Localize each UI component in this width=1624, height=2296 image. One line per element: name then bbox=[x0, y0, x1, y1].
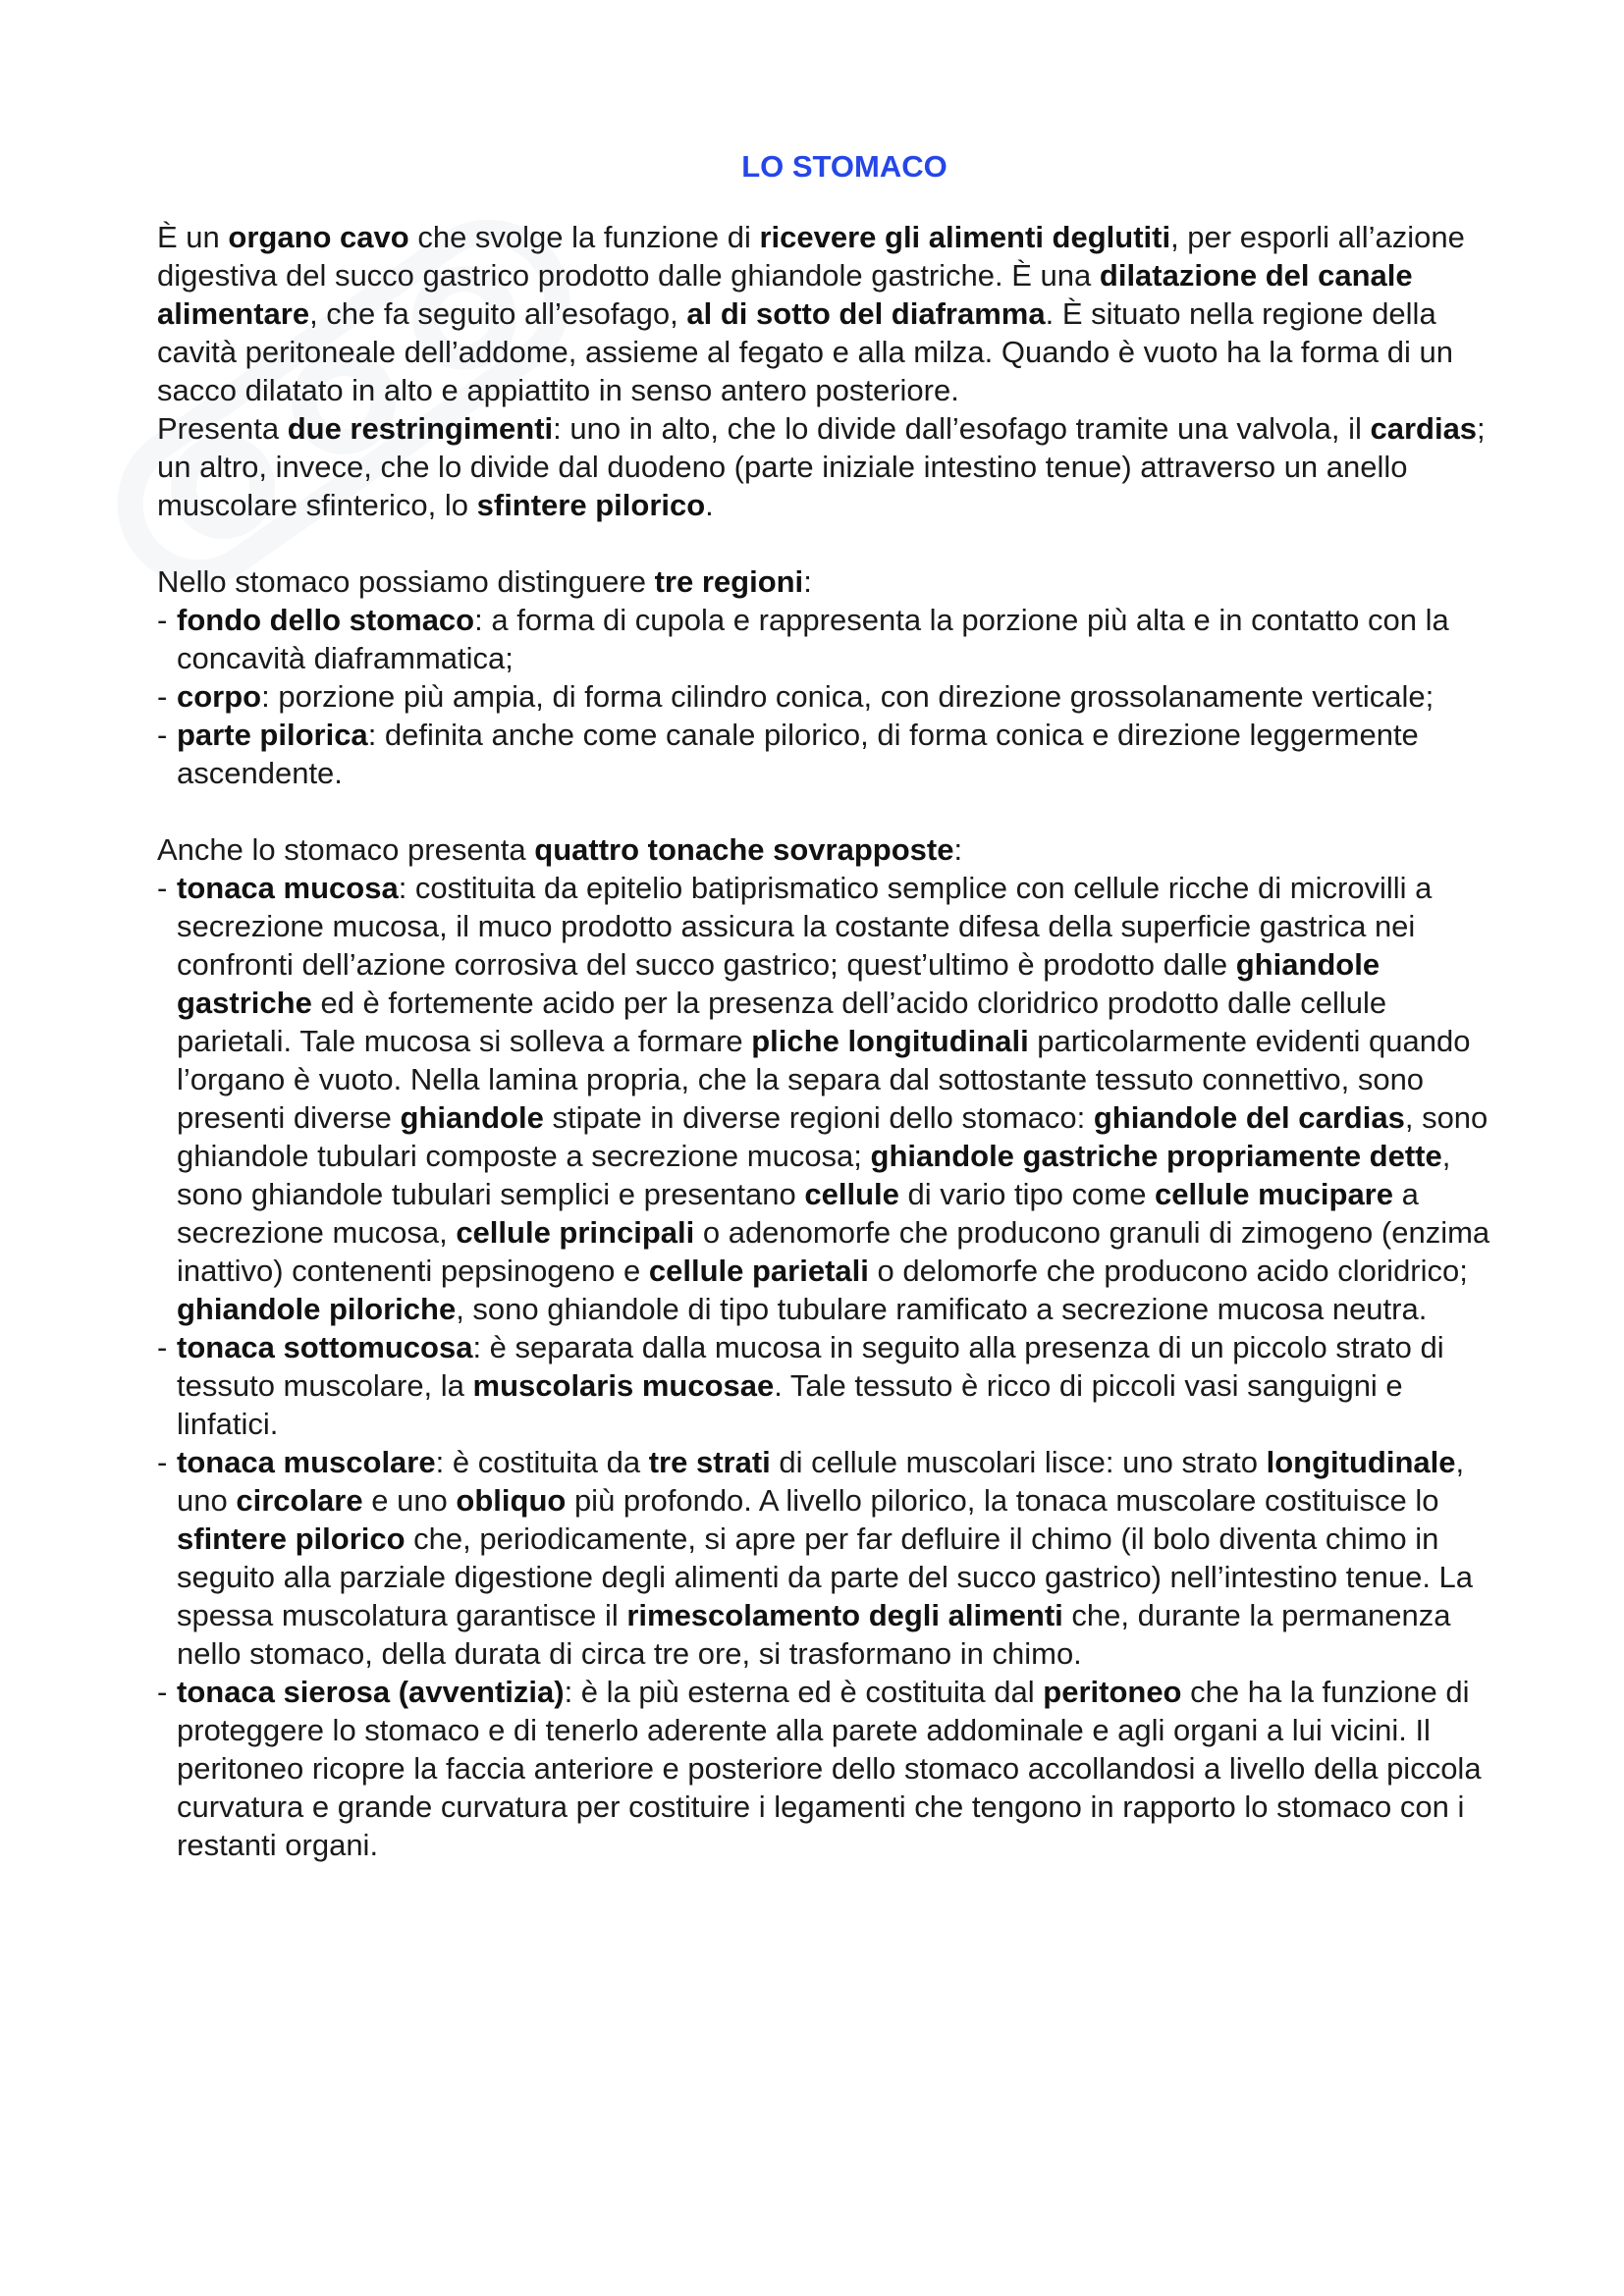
list-item bbox=[157, 677, 1492, 716]
bold-term: ghiandole piloriche bbox=[177, 1292, 457, 1326]
text: stipate in diverse regioni dello stomaco: bbox=[543, 1100, 1094, 1135]
text: È un bbox=[157, 220, 229, 254]
document-body bbox=[157, 147, 1492, 1864]
bold-term: peritoneo bbox=[1043, 1675, 1182, 1709]
bold-term: tonaca muscolare bbox=[177, 1445, 436, 1479]
bold-term: pliche longitudinali bbox=[751, 1024, 1029, 1058]
text: che, periodicamente, si apre per far defluire il chimo (il bolo diventa chimo in seguito alla parziale digestione degli alimenti da parte del succo gastrico) nell’intestino tenue. La spessa muscolatura garantisce il bbox=[177, 1522, 1474, 1632]
spacer bbox=[157, 792, 1492, 830]
bold-term: dilatazione del canale alimentare bbox=[157, 258, 1413, 331]
list-item bbox=[157, 716, 1492, 792]
text: e uno bbox=[362, 1483, 457, 1518]
bold-term: tonaca mucosa bbox=[177, 871, 399, 905]
list-item-mucosa bbox=[157, 869, 1492, 1328]
text: ed è fortemente acido per la presenza dell’acido cloridrico prodotto dalle cellule parietali. Tale mucosa si solleva a formare bbox=[177, 986, 1387, 1058]
bold-term: tonaca sierosa (avventizia) bbox=[177, 1675, 565, 1709]
text: : bbox=[803, 564, 812, 599]
text: : costituita da epitelio batiprismatico semplice con cellule ricche di microvilli a secrezione mucosa, il muco prodotto assicura la costante difesa della superficie gastrica nei confronti dell’azione corrosiva del succo gastrico; quest’ultimo è prodotto dalle bbox=[177, 871, 1433, 982]
bold-term: organo cavo bbox=[228, 220, 409, 254]
text: ; un altro, invece, che lo divide dal duodeno (parte iniziale intestino tenue) attraverso un anello muscolare sfinterico, lo bbox=[157, 411, 1486, 522]
text: o adenomorfe che producono granuli di zimogeno (enzima inattivo) contenenti pepsinogeno e bbox=[177, 1215, 1490, 1288]
list-item-serosa bbox=[157, 1673, 1492, 1864]
list-item bbox=[157, 601, 1492, 677]
text: , sono ghiandole tubulari composte a secrezione mucosa; bbox=[177, 1100, 1489, 1173]
text: : bbox=[953, 832, 963, 867]
bold-term: circolare bbox=[236, 1483, 363, 1518]
bold-term: al di sotto del diaframma bbox=[686, 296, 1046, 331]
text: . bbox=[705, 488, 714, 522]
text: : uno in alto, che lo divide dall’esofago tramite una valvola, il bbox=[553, 411, 1371, 446]
text: di vario tipo come bbox=[898, 1177, 1156, 1211]
list-item-muscular bbox=[157, 1443, 1492, 1673]
bold-term: cardias bbox=[1370, 411, 1478, 446]
text: particolarmente evidenti quando l’organo è vuoto. Nella lamina propria, che la separa dal sottostante tessuto connettivo, sono presenti diverse bbox=[177, 1024, 1471, 1135]
bold-term: rimescolamento degli alimenti bbox=[626, 1598, 1063, 1632]
bold-term: cellule principali bbox=[456, 1215, 695, 1250]
bold-term: corpo bbox=[177, 679, 262, 714]
text: . Tale tessuto è ricco di piccoli vasi sanguigni e linfatici. bbox=[177, 1368, 1403, 1441]
bold-term: due restringimenti bbox=[287, 411, 554, 446]
bold-term: cellule mucipare bbox=[1155, 1177, 1393, 1211]
text: , che fa seguito all’esofago, bbox=[309, 296, 687, 331]
text: , sono ghiandole di tipo tubulare ramificato a secrezione mucosa neutra. bbox=[456, 1292, 1428, 1326]
layers-list bbox=[157, 869, 1492, 1864]
text: più profondo. A livello pilorico, la tonaca muscolare costituisce lo bbox=[566, 1483, 1439, 1518]
bold-term: obliquo bbox=[456, 1483, 567, 1518]
page-title: LO STOMACO bbox=[741, 149, 947, 184]
text: a secrezione mucosa, bbox=[177, 1177, 1419, 1250]
text: o delomorfe che producono acido cloridrico; bbox=[868, 1254, 1468, 1288]
text: Presenta bbox=[157, 411, 288, 446]
bold-term: tre strati bbox=[648, 1445, 771, 1479]
layers-intro bbox=[157, 830, 1492, 869]
text: . È situato nella regione della cavità peritoneale dell’addome, assieme al fegato e alla milza. Quando è vuoto ha la forma di un sacco dilatato in alto e appiattito in senso antero posteriore. bbox=[157, 296, 1454, 407]
text: , per esporli all’azione digestiva del succo gastrico prodotto dalle ghiandole gastriche. È una bbox=[157, 220, 1465, 293]
spacer bbox=[157, 524, 1492, 562]
bold-term: parte pilorica bbox=[177, 718, 368, 752]
bold-term: ghiandole gastriche bbox=[177, 947, 1380, 1020]
text: : è la più esterna ed è costituita dal bbox=[564, 1675, 1044, 1709]
text: , uno bbox=[177, 1445, 1465, 1518]
bold-term: cellule parietali bbox=[648, 1254, 869, 1288]
bold-term: quattro tonache sovrapposte bbox=[534, 832, 954, 867]
bold-term: longitudinale bbox=[1266, 1445, 1456, 1479]
text: : definita anche come canale pilorico, di forma conica e direzione leggermente ascendente. bbox=[177, 718, 1419, 790]
bold-term: fondo dello stomaco bbox=[177, 603, 475, 637]
text: : è costituita da bbox=[435, 1445, 649, 1479]
bold-term: muscolaris mucosae bbox=[472, 1368, 775, 1403]
text: di cellule muscolari lisce: uno strato bbox=[770, 1445, 1267, 1479]
text: , sono ghiandole tubulari semplici e presentano bbox=[177, 1139, 1451, 1211]
bold-term: sfintere pilorico bbox=[177, 1522, 406, 1556]
text: : è separata dalla mucosa in seguito alla presenza di un piccolo strato di tessuto muscolare, la bbox=[177, 1330, 1444, 1403]
bold-term: ricevere gli alimenti deglutiti bbox=[759, 220, 1171, 254]
bold-term: cellule bbox=[804, 1177, 899, 1211]
text: che ha la funzione di proteggere lo stomaco e di tenerlo aderente alla parete addominale e agli organi a lui vicini. Il peritoneo ricopre la faccia anteriore e posteriore dello stomaco accollandosi a livello della piccola curvatura e grande curvatura per costituire i legamenti che tengono in rapporto lo stomaco con i restanti organi. bbox=[177, 1675, 1482, 1862]
text: Nello stomaco possiamo distinguere bbox=[157, 564, 655, 599]
regions-intro bbox=[157, 562, 1492, 601]
bold-term: tre regioni bbox=[654, 564, 804, 599]
bold-term: ghiandole bbox=[400, 1100, 544, 1135]
text: Anche lo stomaco presenta bbox=[157, 832, 535, 867]
restrictions-paragraph bbox=[157, 409, 1492, 524]
text: : porzione più ampia, di forma cilindro conica, con direzione grossolanamente verticale; bbox=[261, 679, 1435, 714]
list-item-submucosa bbox=[157, 1328, 1492, 1443]
text: che svolge la funzione di bbox=[408, 220, 760, 254]
bold-term: ghiandole gastriche propriamente dette bbox=[870, 1139, 1442, 1173]
intro-paragraph bbox=[157, 218, 1492, 409]
text: che, durante la permanenza nello stomaco, della durata di circa tre ore, si trasformano in chimo. bbox=[177, 1598, 1451, 1671]
bold-term: tonaca sottomucosa bbox=[177, 1330, 473, 1364]
bold-term: sfintere pilorico bbox=[476, 488, 706, 522]
bold-term: ghiandole del cardias bbox=[1093, 1100, 1405, 1135]
regions-list bbox=[157, 601, 1492, 792]
text: : a forma di cupola e rappresenta la porzione più alta e in contatto con la concavità diaframmatica; bbox=[177, 603, 1449, 675]
